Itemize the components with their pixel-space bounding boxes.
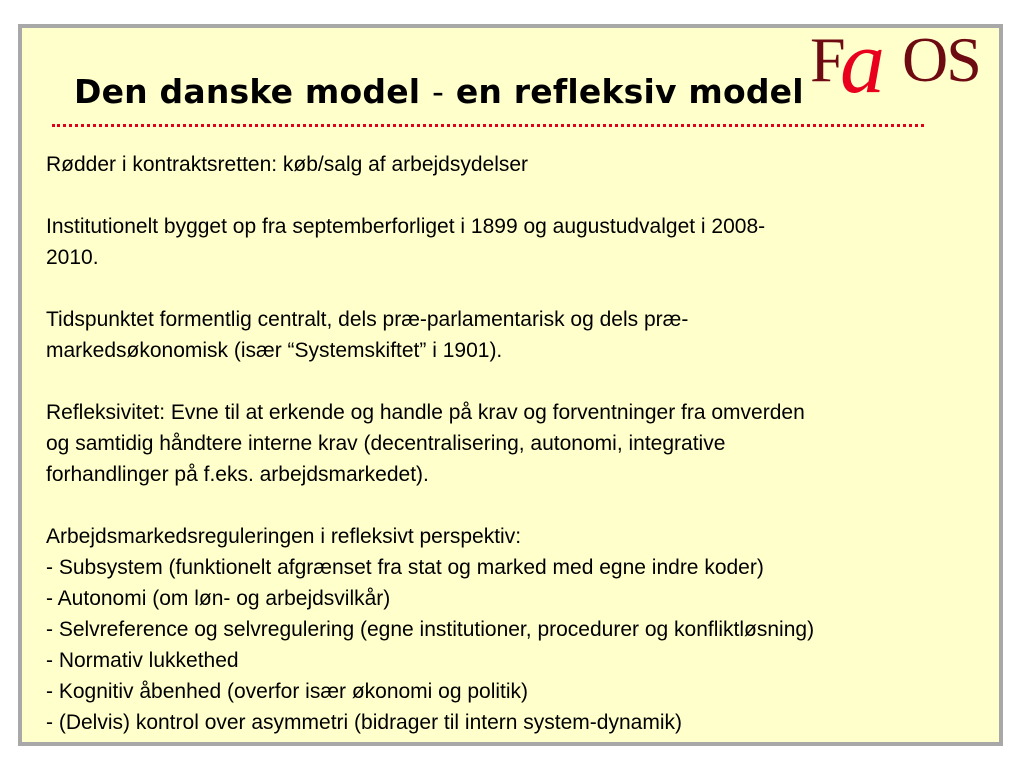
regulation-heading: Arbejdsmarkedsreguleringen i refleksivt perspektiv: xyxy=(46,525,522,548)
slide-body xyxy=(46,149,996,738)
list-item: - Autonomi (om løn- og arbejdsvilkår) xyxy=(46,587,391,610)
list-item: - (Delvis) kontrol over asymmetri (bidrager til intern system-dynamik) xyxy=(46,711,682,734)
slide-title xyxy=(74,72,804,111)
faos-logo xyxy=(810,13,1005,112)
paragraph-regulation xyxy=(46,521,996,738)
text-line: og samtidig håndtere interne krav (decentralisering, autonomi, integrative xyxy=(46,432,726,455)
list-item: - Kognitiv åbenhed (overfor især økonomi og politik) xyxy=(46,680,529,703)
logo-letters-os: OS xyxy=(902,24,980,95)
text-line: 2010. xyxy=(46,246,99,269)
paragraph-timing xyxy=(46,304,996,366)
list-item: - Normativ lukkethed xyxy=(46,649,239,672)
list-item: - Subsystem (funktionelt afgrænset fra stat og marked med egne indre koder) xyxy=(46,556,764,579)
paragraph-institutional xyxy=(46,211,996,273)
title-divider xyxy=(52,124,924,127)
title-separator: - xyxy=(432,72,445,111)
text-line: Refleksivitet: Evne til at erkende og handle på krav og forventninger fra omverden xyxy=(46,401,805,424)
text-line: Rødder i kontraktsretten: køb/salg af arbejdsydelser xyxy=(46,153,529,176)
text-line: markedsøkonomisk (især “Systemskiftet” i 1901). xyxy=(46,339,503,362)
title-main: Den danske model xyxy=(74,72,421,111)
logo-letter-a: a xyxy=(840,13,885,112)
text-line: Institutionelt bygget op fra septemberforliget i 1899 og augustudvalget i 2008- xyxy=(46,215,766,238)
text-line: Tidspunktet formentlig centralt, dels præ-parlamentarisk og dels præ- xyxy=(46,308,689,331)
list-item: - Selvreference og selvregulering (egne institutioner, procedurer og konfliktløsning) xyxy=(46,618,815,641)
text-line: forhandlinger på f.eks. arbejdsmarkedet). xyxy=(46,463,429,486)
paragraph-roots xyxy=(46,149,996,180)
paragraph-reflexivity xyxy=(46,397,996,490)
title-sub: en refleksiv model xyxy=(455,72,804,111)
logo-letter-f: F xyxy=(810,24,844,95)
